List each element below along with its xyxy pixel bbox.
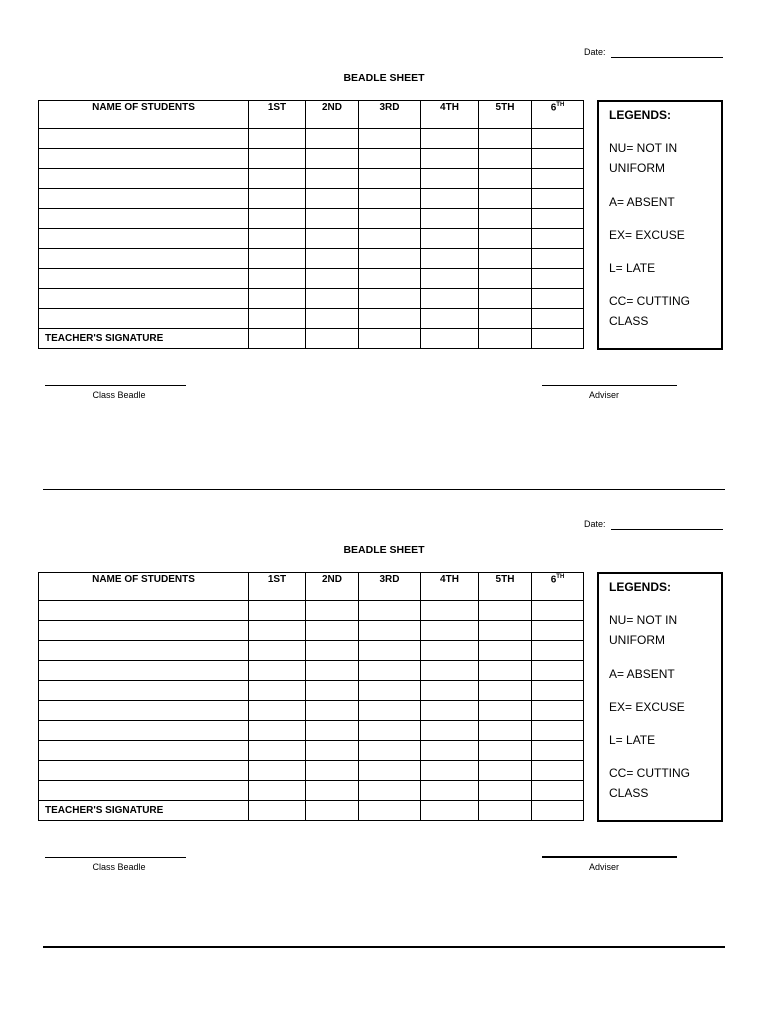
header-1st: 1ST xyxy=(249,101,306,129)
header-1st: 1ST xyxy=(249,573,306,601)
period-cell[interactable] xyxy=(479,641,532,661)
adviser-signature-line[interactable] xyxy=(542,385,677,386)
header-6th xyxy=(532,573,584,601)
period-cell[interactable] xyxy=(359,269,421,289)
period-cell[interactable] xyxy=(479,149,532,169)
legend-item-nu: NU= NOT IN UNIFORM xyxy=(609,613,678,647)
table-header-row xyxy=(39,573,584,601)
signature-cell[interactable] xyxy=(306,801,359,821)
period-cell[interactable] xyxy=(532,149,584,169)
period-cell[interactable] xyxy=(421,289,479,309)
period-cell[interactable] xyxy=(306,621,359,641)
student-row xyxy=(39,249,584,269)
period-cell[interactable] xyxy=(421,249,479,269)
student-name-cell[interactable] xyxy=(39,661,249,681)
adviser-label: Adviser xyxy=(588,390,619,400)
table-header-row xyxy=(39,101,584,129)
signature-cell[interactable] xyxy=(479,801,532,821)
student-row xyxy=(39,621,584,641)
student-name-cell[interactable] xyxy=(39,129,249,149)
legend-item-ex: EX= EXCUSE xyxy=(609,228,685,242)
student-name-cell[interactable] xyxy=(39,641,249,661)
period-cell[interactable] xyxy=(479,289,532,309)
period-cell[interactable] xyxy=(359,641,421,661)
period-cell[interactable] xyxy=(421,681,479,701)
student-name-cell[interactable] xyxy=(39,149,249,169)
signature-cell[interactable] xyxy=(306,329,359,349)
legend-item-l: L= LATE xyxy=(609,733,656,747)
legend-item-nu: NU= NOT IN UNIFORM xyxy=(609,141,678,175)
period-cell[interactable] xyxy=(479,741,532,761)
period-cell[interactable] xyxy=(249,601,306,621)
class-beadle-signature-line[interactable] xyxy=(45,857,186,858)
student-row xyxy=(39,269,584,289)
legend-item-a: A= ABSENT xyxy=(609,667,675,681)
attendance-table xyxy=(38,572,584,821)
signature-row xyxy=(39,801,584,821)
student-row xyxy=(39,781,584,801)
period-cell[interactable] xyxy=(479,229,532,249)
period-cell[interactable] xyxy=(359,781,421,801)
period-cell[interactable] xyxy=(249,621,306,641)
student-name-cell[interactable] xyxy=(39,761,249,781)
date-line xyxy=(611,529,723,530)
period-cell[interactable] xyxy=(306,269,359,289)
period-cell[interactable] xyxy=(249,701,306,721)
period-cell[interactable] xyxy=(421,309,479,329)
student-row xyxy=(39,741,584,761)
beadle-sheet-1 xyxy=(0,0,768,480)
teacher-signature-label: TEACHER'S SIGNATURE xyxy=(39,801,249,821)
period-cell[interactable] xyxy=(359,681,421,701)
period-cell[interactable] xyxy=(532,189,584,209)
period-cell[interactable] xyxy=(421,129,479,149)
header-name-of-students: NAME OF STUDENTS xyxy=(39,101,249,129)
student-row xyxy=(39,761,584,781)
signature-cell[interactable] xyxy=(359,801,421,821)
period-cell[interactable] xyxy=(421,189,479,209)
period-cell[interactable] xyxy=(306,169,359,189)
period-cell[interactable] xyxy=(421,741,479,761)
student-name-cell[interactable] xyxy=(39,249,249,269)
period-cell[interactable] xyxy=(359,229,421,249)
period-cell[interactable] xyxy=(421,601,479,621)
period-cell[interactable] xyxy=(532,641,584,661)
period-cell[interactable] xyxy=(249,169,306,189)
student-row xyxy=(39,601,584,621)
student-name-cell[interactable] xyxy=(39,169,249,189)
period-cell[interactable] xyxy=(421,781,479,801)
period-cell[interactable] xyxy=(306,189,359,209)
legend-item-cc: CC= CUTTING CLASS xyxy=(609,766,690,800)
period-cell[interactable] xyxy=(479,781,532,801)
student-row xyxy=(39,149,584,169)
period-cell[interactable] xyxy=(359,209,421,229)
period-cell[interactable] xyxy=(359,309,421,329)
header-2nd: 2ND xyxy=(306,101,359,129)
period-cell[interactable] xyxy=(249,741,306,761)
period-cell[interactable] xyxy=(249,189,306,209)
student-name-cell[interactable] xyxy=(39,621,249,641)
period-cell[interactable] xyxy=(359,289,421,309)
period-cell[interactable] xyxy=(359,761,421,781)
period-cell[interactable] xyxy=(359,249,421,269)
period-cell[interactable] xyxy=(479,209,532,229)
signature-cell[interactable] xyxy=(249,329,306,349)
period-cell[interactable] xyxy=(532,249,584,269)
period-cell[interactable] xyxy=(249,209,306,229)
period-cell[interactable] xyxy=(359,721,421,741)
period-cell[interactable] xyxy=(359,661,421,681)
header-4th: 4TH xyxy=(421,101,479,129)
signature-cell[interactable] xyxy=(359,329,421,349)
sheet-title: BEADLE SHEET xyxy=(343,72,425,84)
student-name-cell[interactable] xyxy=(39,189,249,209)
period-cell[interactable] xyxy=(421,721,479,741)
period-cell[interactable] xyxy=(479,601,532,621)
period-cell[interactable] xyxy=(306,601,359,621)
header-5th: 5TH xyxy=(479,101,532,129)
period-cell[interactable] xyxy=(532,701,584,721)
period-cell[interactable] xyxy=(306,681,359,701)
student-name-cell[interactable] xyxy=(39,781,249,801)
period-cell[interactable] xyxy=(359,621,421,641)
period-cell[interactable] xyxy=(479,169,532,189)
period-cell[interactable] xyxy=(249,309,306,329)
period-cell[interactable] xyxy=(532,761,584,781)
period-cell[interactable] xyxy=(421,621,479,641)
period-cell[interactable] xyxy=(532,229,584,249)
period-cell[interactable] xyxy=(532,309,584,329)
period-cell[interactable] xyxy=(479,309,532,329)
period-cell[interactable] xyxy=(532,781,584,801)
header-4th: 4TH xyxy=(421,573,479,601)
student-name-cell[interactable] xyxy=(39,209,249,229)
period-cell[interactable] xyxy=(249,149,306,169)
period-cell[interactable] xyxy=(479,681,532,701)
period-cell[interactable] xyxy=(306,721,359,741)
adviser-label: Adviser xyxy=(588,862,619,872)
period-cell[interactable] xyxy=(306,149,359,169)
header-name-of-students: NAME OF STUDENTS xyxy=(39,573,249,601)
class-beadle-signature-line[interactable] xyxy=(45,385,186,386)
student-row xyxy=(39,209,584,229)
teacher-signature-label: TEACHER'S SIGNATURE xyxy=(39,329,249,349)
period-cell[interactable] xyxy=(421,701,479,721)
student-row xyxy=(39,309,584,329)
period-cell[interactable] xyxy=(532,129,584,149)
header-3rd: 3RD xyxy=(359,573,421,601)
header-6th xyxy=(532,101,584,129)
student-row xyxy=(39,169,584,189)
date-line xyxy=(611,57,723,58)
attendance-table xyxy=(38,100,584,349)
period-cell[interactable] xyxy=(359,169,421,189)
student-row xyxy=(39,701,584,721)
signature-cell[interactable] xyxy=(479,329,532,349)
student-row xyxy=(39,189,584,209)
period-cell[interactable] xyxy=(306,641,359,661)
student-name-cell[interactable] xyxy=(39,741,249,761)
period-cell[interactable] xyxy=(359,601,421,621)
period-cell[interactable] xyxy=(421,269,479,289)
period-cell[interactable] xyxy=(479,701,532,721)
period-cell[interactable] xyxy=(421,661,479,681)
period-cell[interactable] xyxy=(249,661,306,681)
period-cell[interactable] xyxy=(421,761,479,781)
period-cell[interactable] xyxy=(421,209,479,229)
period-cell[interactable] xyxy=(249,641,306,661)
period-cell[interactable] xyxy=(532,661,584,681)
period-cell[interactable] xyxy=(249,249,306,269)
legend-box xyxy=(597,100,723,350)
header-6th-suffix: TH xyxy=(556,574,565,580)
student-row xyxy=(39,641,584,661)
student-row xyxy=(39,681,584,701)
period-cell[interactable] xyxy=(421,229,479,249)
period-cell[interactable] xyxy=(479,269,532,289)
period-cell[interactable] xyxy=(532,269,584,289)
student-name-cell[interactable] xyxy=(39,701,249,721)
period-cell[interactable] xyxy=(479,621,532,641)
student-name-cell[interactable] xyxy=(39,601,249,621)
period-cell[interactable] xyxy=(249,269,306,289)
student-name-cell[interactable] xyxy=(39,721,249,741)
student-row xyxy=(39,129,584,149)
header-6th-number: 6 xyxy=(550,102,557,114)
adviser-signature-line[interactable] xyxy=(542,856,677,858)
legend-item-l: L= LATE xyxy=(609,261,656,275)
period-cell[interactable] xyxy=(249,229,306,249)
student-name-cell[interactable] xyxy=(39,269,249,289)
signature-cell[interactable] xyxy=(532,329,584,349)
class-beadle-label: Class Beadle xyxy=(92,390,146,400)
period-cell[interactable] xyxy=(306,741,359,761)
period-cell[interactable] xyxy=(249,761,306,781)
student-rows xyxy=(39,129,584,329)
period-cell[interactable] xyxy=(532,601,584,621)
period-cell[interactable] xyxy=(479,721,532,741)
signature-cell[interactable] xyxy=(421,801,479,821)
period-cell[interactable] xyxy=(479,129,532,149)
sheet-title: BEADLE SHEET xyxy=(343,544,425,556)
student-name-cell[interactable] xyxy=(39,309,249,329)
header-2nd: 2ND xyxy=(306,573,359,601)
period-cell[interactable] xyxy=(479,661,532,681)
header-3rd: 3RD xyxy=(359,101,421,129)
date-label: Date: xyxy=(584,47,606,57)
period-cell[interactable] xyxy=(306,309,359,329)
period-cell[interactable] xyxy=(479,249,532,269)
period-cell[interactable] xyxy=(532,741,584,761)
student-name-cell[interactable] xyxy=(39,289,249,309)
period-cell[interactable] xyxy=(359,741,421,761)
period-cell[interactable] xyxy=(359,189,421,209)
period-cell[interactable] xyxy=(359,701,421,721)
period-cell[interactable] xyxy=(306,661,359,681)
period-cell[interactable] xyxy=(306,289,359,309)
student-row xyxy=(39,661,584,681)
header-5th: 5TH xyxy=(479,573,532,601)
period-cell[interactable] xyxy=(532,681,584,701)
legend-title: LEGENDS: xyxy=(609,108,672,122)
signature-row xyxy=(39,329,584,349)
student-name-cell[interactable] xyxy=(39,681,249,701)
period-cell[interactable] xyxy=(532,289,584,309)
student-name-cell[interactable] xyxy=(39,229,249,249)
period-cell[interactable] xyxy=(359,149,421,169)
signature-cell[interactable] xyxy=(532,801,584,821)
period-cell[interactable] xyxy=(249,721,306,741)
period-cell[interactable] xyxy=(421,169,479,189)
period-cell[interactable] xyxy=(249,681,306,701)
signature-cell[interactable] xyxy=(421,329,479,349)
legend-item-cc: CC= CUTTING CLASS xyxy=(609,294,690,328)
student-rows xyxy=(39,601,584,801)
period-cell[interactable] xyxy=(532,169,584,189)
date-label: Date: xyxy=(584,519,606,529)
period-cell[interactable] xyxy=(479,189,532,209)
legend-item-a: A= ABSENT xyxy=(609,195,675,209)
period-cell[interactable] xyxy=(306,129,359,149)
class-beadle-label: Class Beadle xyxy=(92,862,146,872)
beadle-sheet-2 xyxy=(0,472,768,952)
period-cell[interactable] xyxy=(249,289,306,309)
header-6th-suffix: TH xyxy=(556,102,565,108)
period-cell[interactable] xyxy=(306,781,359,801)
period-cell[interactable] xyxy=(532,721,584,741)
legend-title: LEGENDS: xyxy=(609,580,672,594)
section-divider xyxy=(43,946,725,948)
period-cell[interactable] xyxy=(421,641,479,661)
student-row xyxy=(39,289,584,309)
period-cell[interactable] xyxy=(532,209,584,229)
period-cell[interactable] xyxy=(249,129,306,149)
period-cell[interactable] xyxy=(306,249,359,269)
legend-box xyxy=(597,572,723,822)
period-cell[interactable] xyxy=(306,229,359,249)
signature-cell[interactable] xyxy=(249,801,306,821)
period-cell[interactable] xyxy=(249,781,306,801)
student-row xyxy=(39,229,584,249)
period-cell[interactable] xyxy=(532,621,584,641)
period-cell[interactable] xyxy=(306,209,359,229)
student-row xyxy=(39,721,584,741)
period-cell[interactable] xyxy=(306,701,359,721)
period-cell[interactable] xyxy=(359,129,421,149)
header-6th-number: 6 xyxy=(550,574,557,586)
period-cell[interactable] xyxy=(306,761,359,781)
period-cell[interactable] xyxy=(479,761,532,781)
legend-item-ex: EX= EXCUSE xyxy=(609,700,685,714)
period-cell[interactable] xyxy=(421,149,479,169)
